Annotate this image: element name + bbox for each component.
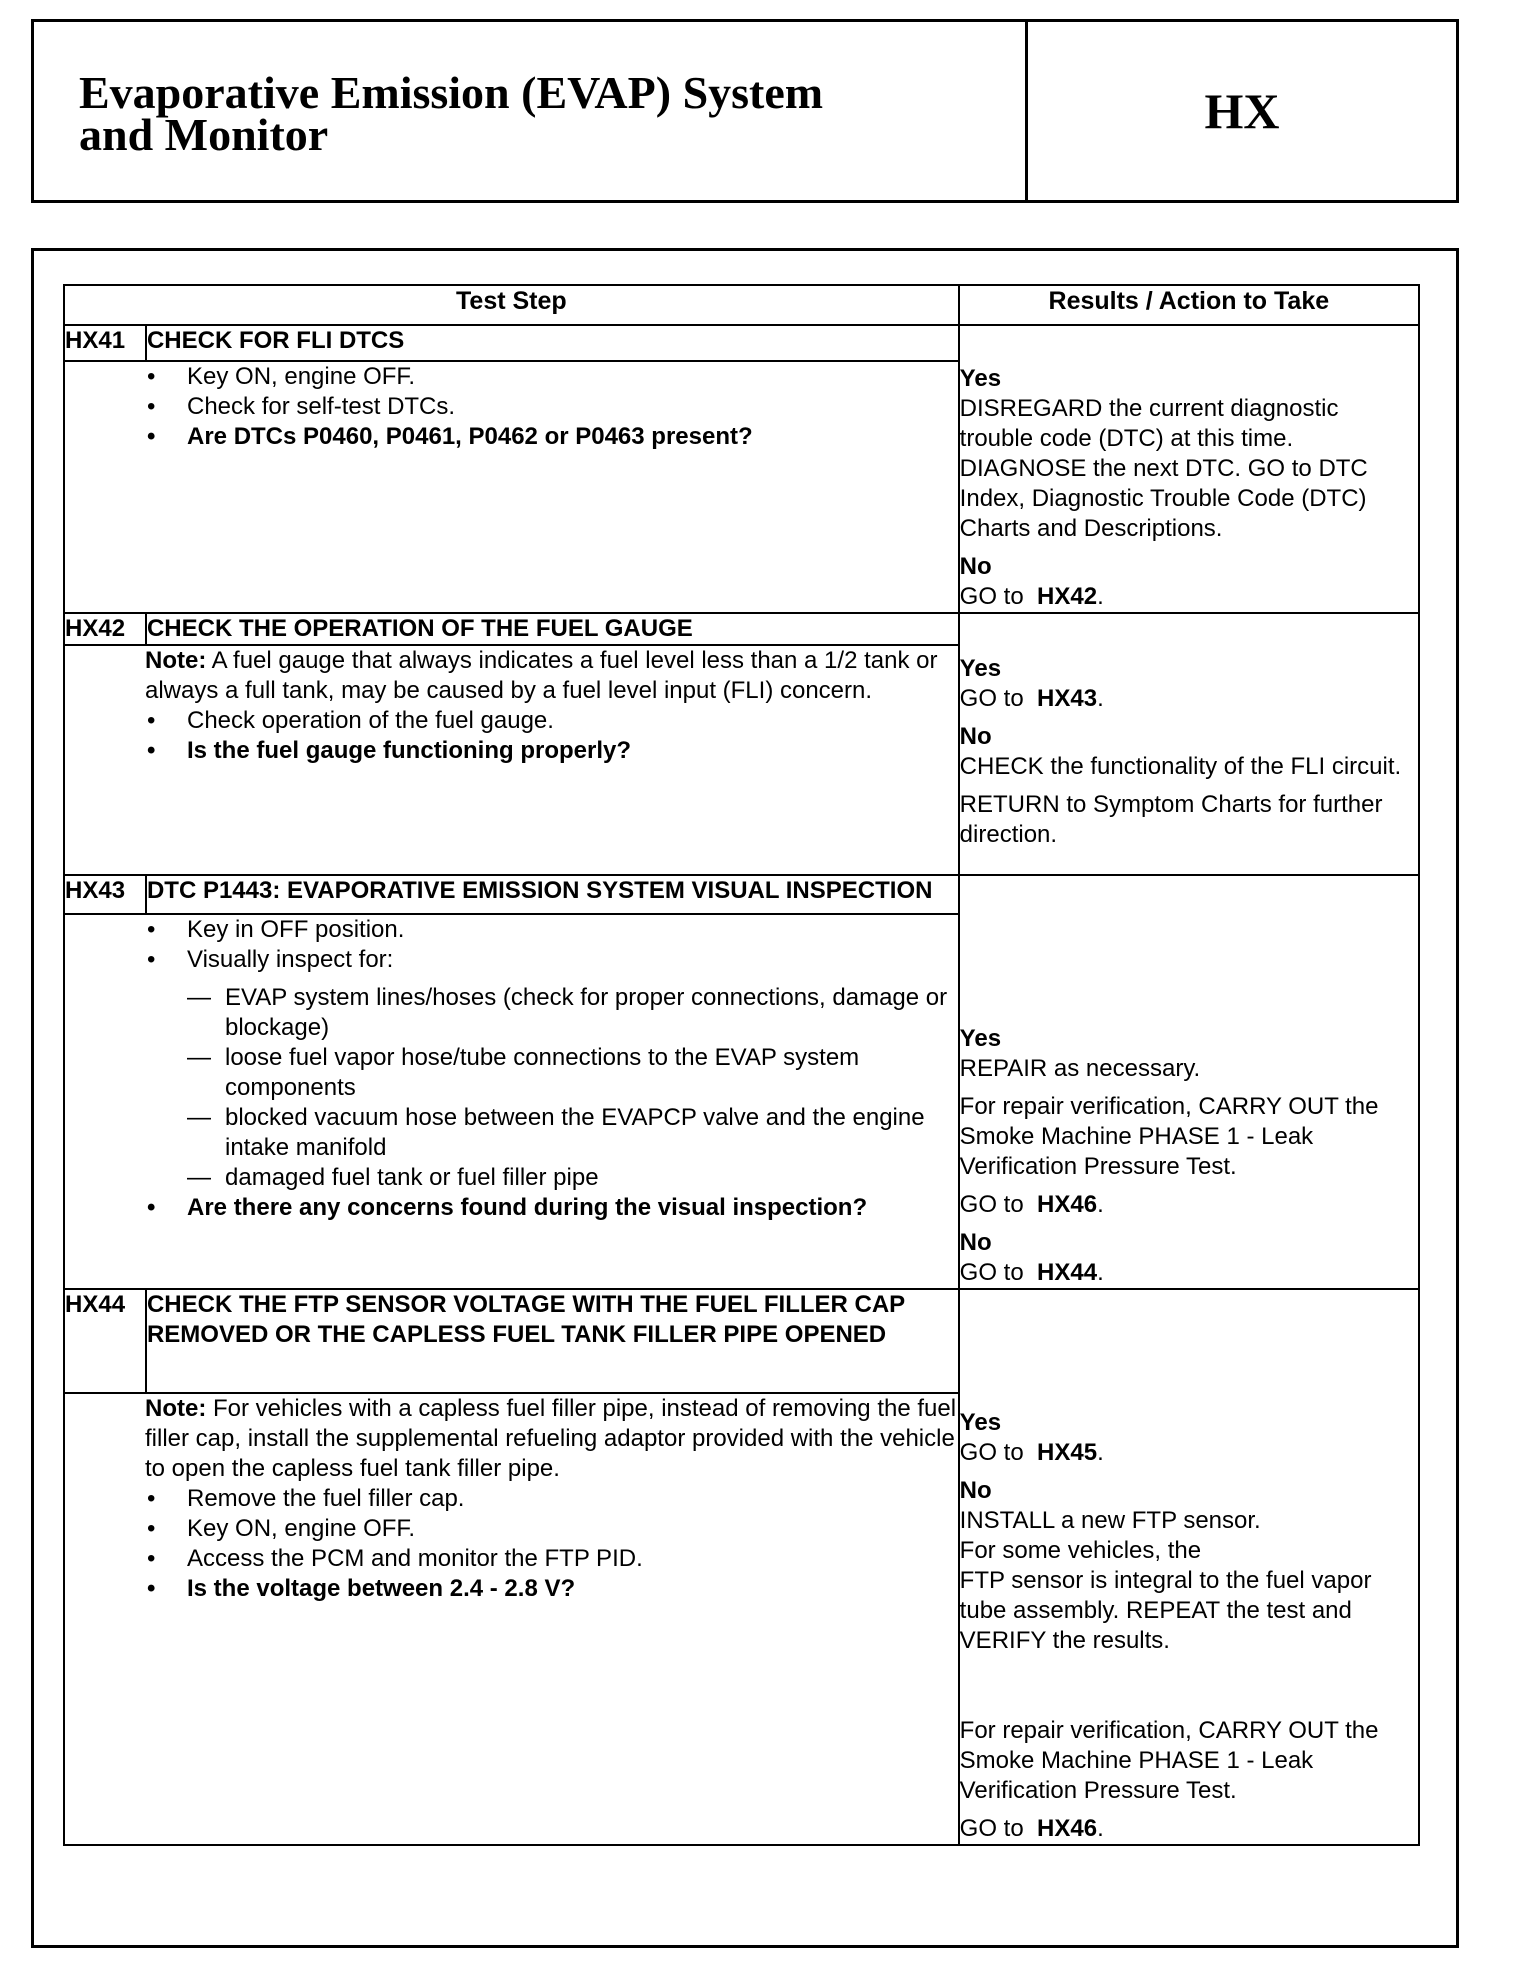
no-action: For repair verification, CARRY OUT the Smoke Machine PHASE 1 - Leak Verification Pressure Test. [959, 1717, 1379, 1804]
inspect-item: — damaged fuel tank or fuel filler pipe [145, 1163, 958, 1193]
step-bullet: • Check for self-test DTCs. [145, 392, 958, 422]
page-title-line1: Evaporative Emission (EVAP) System [79, 67, 824, 118]
table-row [64, 1289, 1419, 1393]
table-row [64, 613, 1419, 645]
no-action: RETURN to Symptom Charts for further direction. [959, 791, 1383, 848]
no-action: INSTALL a new FTP sensor. [959, 1507, 1261, 1534]
no-label: No [959, 1229, 992, 1256]
step-note: Note: For vehicles with a capless fuel filler pipe, instead of removing the fuel filler cap, install the supplemental refueling adaptor provided with the vehicle to open the capless fuel tank filler pipe. [145, 1395, 957, 1482]
step-bullet: • Key ON, engine OFF. [145, 362, 958, 392]
step-bullet: • Access the PCM and monitor the FTP PID. [145, 1544, 958, 1574]
no-action: GO to HX46. [959, 1815, 1104, 1842]
step-title: CHECK THE OPERATION OF THE FUEL GAUGE [146, 613, 959, 645]
step-results [959, 875, 1419, 1289]
step-question: • Are DTCs P0460, P0461, P0462 or P0463 present? [145, 422, 958, 452]
page-title-line2: and Monitor [79, 109, 329, 160]
yes-action: GO to HX45. [959, 1439, 1104, 1466]
table-header-row [64, 285, 1419, 325]
step-bullet: • Check operation of the fuel gauge. [145, 706, 958, 736]
section-code: HX [1204, 83, 1280, 139]
inspect-item: — blocked vacuum hose between the EVAPCP valve and the engine intake manifold [145, 1103, 958, 1163]
step-id: HX44 [64, 1289, 146, 1393]
table-row [64, 325, 1419, 361]
yes-label: Yes [959, 1025, 1002, 1052]
step-body [64, 645, 959, 875]
step-results [959, 325, 1419, 613]
step-title: DTC P1443: EVAPORATIVE EMISSION SYSTEM VISUAL INSPECTION [146, 875, 959, 914]
step-title: CHECK FOR FLI DTCS [146, 325, 959, 361]
test-step-table [63, 284, 1420, 1846]
col-header-results: Results / Action to Take [959, 285, 1419, 325]
yes-label: Yes [959, 1409, 1002, 1436]
yes-action: GO to HX43. [959, 685, 1104, 712]
step-bullet: • Remove the fuel filler cap. [145, 1484, 958, 1514]
no-action: GO to HX42. [959, 583, 1104, 610]
no-action: FTP sensor is integral to the fuel vapor tube assembly. REPEAT the test and VERIFY the results. [959, 1567, 1372, 1654]
step-question: • Are there any concerns found during the visual inspection? [145, 1193, 958, 1223]
step-question: • Is the voltage between 2.4 - 2.8 V? [145, 1574, 958, 1604]
no-action: For some vehicles, the [959, 1537, 1202, 1564]
step-results [959, 1289, 1419, 1845]
table-row [64, 875, 1419, 914]
no-label: No [959, 723, 992, 750]
inspect-item: — EVAP system lines/hoses (check for proper connections, damage or blockage) [145, 983, 958, 1043]
yes-label: Yes [959, 655, 1002, 682]
step-title: CHECK THE FTP SENSOR VOLTAGE WITH THE FUEL FILLER CAP REMOVED OR THE CAPLESS FUEL TANK FILLER PIPE OPENED [146, 1289, 959, 1393]
step-id: HX43 [64, 875, 146, 914]
no-action: GO to HX44. [959, 1259, 1104, 1286]
step-id: HX41 [64, 325, 146, 361]
step-id: HX42 [64, 613, 146, 645]
yes-action: DISREGARD the current diagnostic trouble code (DTC) at this time. DIAGNOSE the next DTC. GO to DTC Index, Diagnostic Trouble Code (DTC) Charts and Descriptions. [959, 395, 1368, 542]
no-label: No [959, 553, 992, 580]
yes-action: For repair verification, CARRY OUT the Smoke Machine PHASE 1 - Leak Verification Pressure Test. [959, 1093, 1379, 1180]
step-bullet: • Visually inspect for: [145, 945, 958, 975]
step-bullet: • Key ON, engine OFF. [145, 1514, 958, 1544]
col-header-test-step: Test Step [64, 285, 959, 325]
no-action: CHECK the functionality of the FLI circuit. [959, 753, 1402, 780]
step-body [64, 1393, 959, 1845]
page-title [34, 22, 1028, 200]
step-question: • Is the fuel gauge functioning properly? [145, 736, 958, 766]
step-results [959, 613, 1419, 875]
inspect-item: — loose fuel vapor hose/tube connections to the EVAP system components [145, 1043, 958, 1103]
step-body [64, 361, 959, 613]
yes-label: Yes [959, 365, 1002, 392]
step-note: Note: A fuel gauge that always indicates a fuel level less than a 1/2 tank or always a full tank, may be caused by a fuel level input (FLI) concern. [145, 647, 938, 704]
yes-action: REPAIR as necessary. [959, 1055, 1201, 1082]
step-bullet: • Key in OFF position. [145, 915, 958, 945]
no-label: No [959, 1477, 992, 1504]
step-body [64, 914, 959, 1289]
yes-action: GO to HX46. [959, 1191, 1104, 1218]
document-header [31, 19, 1459, 203]
